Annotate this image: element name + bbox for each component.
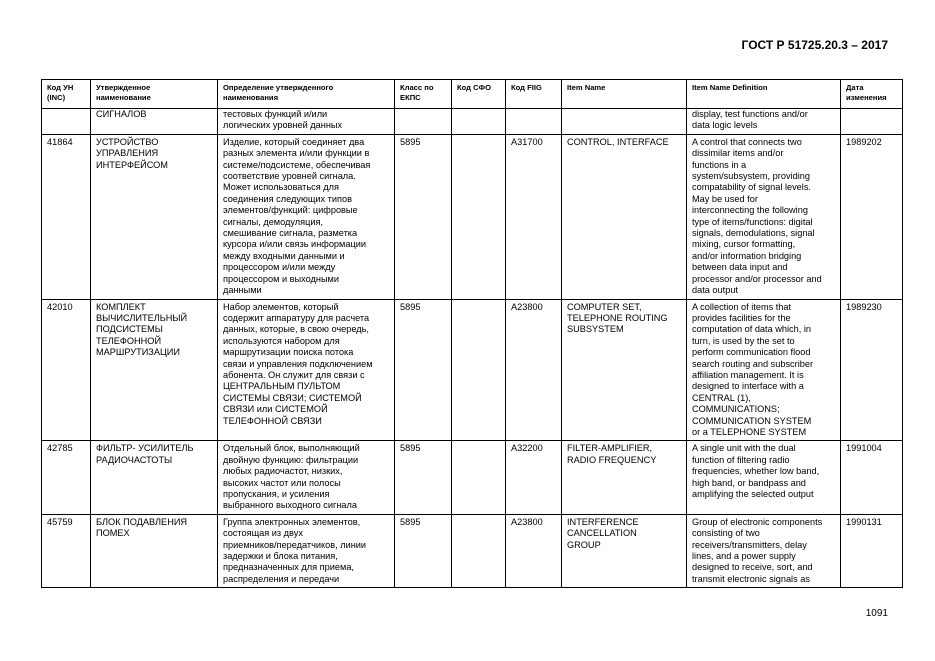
cell-sfo-code xyxy=(452,441,506,514)
cell-code: 45759 xyxy=(42,514,91,587)
cell-item-name: INTERFERENCE CANCELLATION GROUP xyxy=(562,514,687,587)
cell-fiig-code: A23800 xyxy=(506,514,562,587)
cell-item-name-definition: display, test functions and/or data logic levels xyxy=(687,109,841,135)
cell-code: 42785 xyxy=(42,441,91,514)
cell-sfo-code xyxy=(452,109,506,135)
cell-definition: Изделие, который соединяет два разных элемента и/или функции в системе/подсистеме, обеспечивая соответствие уровней сигнала. Может использоваться для соединения следующих типов элементов/функций: цифровые сигналы, демодуляция, смешивание сигнала, разметка курсора и/или связь информации между входными данными и процессором и/или между процессором и выходными данными xyxy=(218,134,395,299)
col-header-code: Код УН (INC) xyxy=(42,80,91,109)
cell-approved-name: БЛОК ПОДАВЛЕНИЯ ПОМЕХ xyxy=(91,514,218,587)
cell-code: 41864 xyxy=(42,134,91,299)
cell-code xyxy=(42,109,91,135)
header-row xyxy=(42,80,903,109)
cell-item-name-definition: A control that connects two dissimilar items and/or functions in a system/subsystem, providing compatability of signal levels. May be used for interconnecting the following type of items/functions: digital signals, demodulations, signal mixing, cursor formatting, and/or information bridging between data input and processor and/or processor and data output xyxy=(687,134,841,299)
cell-approved-name: КОМПЛЕКТ ВЫЧИСЛИТЕЛЬНЫЙ ПОДСИСТЕМЫ ТЕЛЕФОННОЙ МАРШРУТИЗАЦИИ xyxy=(91,299,218,441)
cell-approved-name: ФИЛЬТР- УСИЛИТЕЛЬ РАДИОЧАСТОТЫ xyxy=(91,441,218,514)
cell-ekps-class xyxy=(395,109,452,135)
cell-sfo-code xyxy=(452,299,506,441)
cell-fiig-code: A32200 xyxy=(506,441,562,514)
table-row xyxy=(42,109,903,135)
col-header-fiig-code: Код FIIG xyxy=(506,80,562,109)
cell-item-name xyxy=(562,109,687,135)
cell-sfo-code xyxy=(452,134,506,299)
cell-item-name: FILTER-AMPLIFIER, RADIO FREQUENCY xyxy=(562,441,687,514)
page-number: 1091 xyxy=(865,608,888,619)
cell-ekps-class: 5895 xyxy=(395,441,452,514)
table-body xyxy=(42,109,903,588)
cell-fiig-code: A31700 xyxy=(506,134,562,299)
table-row xyxy=(42,299,903,441)
col-header-item-name-definition: Item Name Definition xyxy=(687,80,841,109)
table-row xyxy=(42,441,903,514)
cell-code: 42010 xyxy=(42,299,91,441)
cell-change-date: 1990131 xyxy=(841,514,903,587)
col-header-ekps-class: Класс по ЕКПС xyxy=(395,80,452,109)
cell-definition: Набор элементов, который содержит аппаратуру для расчета данных, которые, в свою очередь, используются набором для маршрутизации поиска потока связи и управления подключением абонента. Он служит для связи с ЦЕНТРАЛЬНЫМ ПУЛЬТОМ СИСТЕМЫ СВЯЗИ; СИСТЕМОЙ СВЯЗИ или СИСТЕМОЙ ТЕЛЕФОННОЙ СВЯЗИ xyxy=(218,299,395,441)
cell-definition: Группа электронных элементов, состоящая из двух приемников/передатчиков, линии задержки и блока питания, предназначенных для приема, распределения и передачи xyxy=(218,514,395,587)
cell-fiig-code xyxy=(506,109,562,135)
col-header-item-name: Item Name xyxy=(562,80,687,109)
cell-item-name-definition: A collection of items that provides facilities for the computation of data which, in turn, is used by the set to perform communication flood search routing and subscriber affiliation management. It is designed to interface with a CENTRAL (1), COMMUNICATIONS; COMMUNICATION SYSTEM or a TELEPHONE SYSTEM xyxy=(687,299,841,441)
cell-ekps-class: 5895 xyxy=(395,299,452,441)
cell-item-name: CONTROL, INTERFACE xyxy=(562,134,687,299)
col-header-change-date: Дата изменения xyxy=(841,80,903,109)
cell-fiig-code: A23800 xyxy=(506,299,562,441)
cell-change-date: 1989202 xyxy=(841,134,903,299)
col-header-approved-name: Утвержденное наименование xyxy=(91,80,218,109)
cell-change-date xyxy=(841,109,903,135)
col-header-sfo-code: Код СФО xyxy=(452,80,506,109)
cell-ekps-class: 5895 xyxy=(395,514,452,587)
cell-ekps-class: 5895 xyxy=(395,134,452,299)
cell-definition: тестовых функций и/или логических уровней данных xyxy=(218,109,395,135)
cell-definition: Отдельный блок, выполняющий двойную функцию: фильтрации любых радиочастот, низких, высоких частот или полосы пропускания, и усиления выбранного выходного сигнала xyxy=(218,441,395,514)
cell-change-date: 1991004 xyxy=(841,441,903,514)
cell-approved-name: УСТРОЙСТВО УПРАВЛЕНИЯ ИНТЕРФЕЙСОМ xyxy=(91,134,218,299)
document-standard-header: ГОСТ Р 51725.20.3 – 2017 xyxy=(741,38,888,52)
cell-sfo-code xyxy=(452,514,506,587)
cell-approved-name: СИГНАЛОВ xyxy=(91,109,218,135)
table-row xyxy=(42,514,903,587)
table-row xyxy=(42,134,903,299)
table-header xyxy=(42,80,903,109)
cell-item-name: COMPUTER SET, TELEPHONE ROUTING SUBSYSTEM xyxy=(562,299,687,441)
cell-change-date: 1989230 xyxy=(841,299,903,441)
cell-item-name-definition: Group of electronic components consisting of two receivers/transmitters, delay lines, and a power supply designed to receive, sort, and transmit electronic signals as xyxy=(687,514,841,587)
cell-item-name-definition: A single unit with the dual function of filtering radio frequencies, whether low band, high band, or bandpass and amplifying the selected output xyxy=(687,441,841,514)
item-name-registry-table xyxy=(41,79,903,588)
col-header-definition: Определение утвержденного наименования xyxy=(218,80,395,109)
